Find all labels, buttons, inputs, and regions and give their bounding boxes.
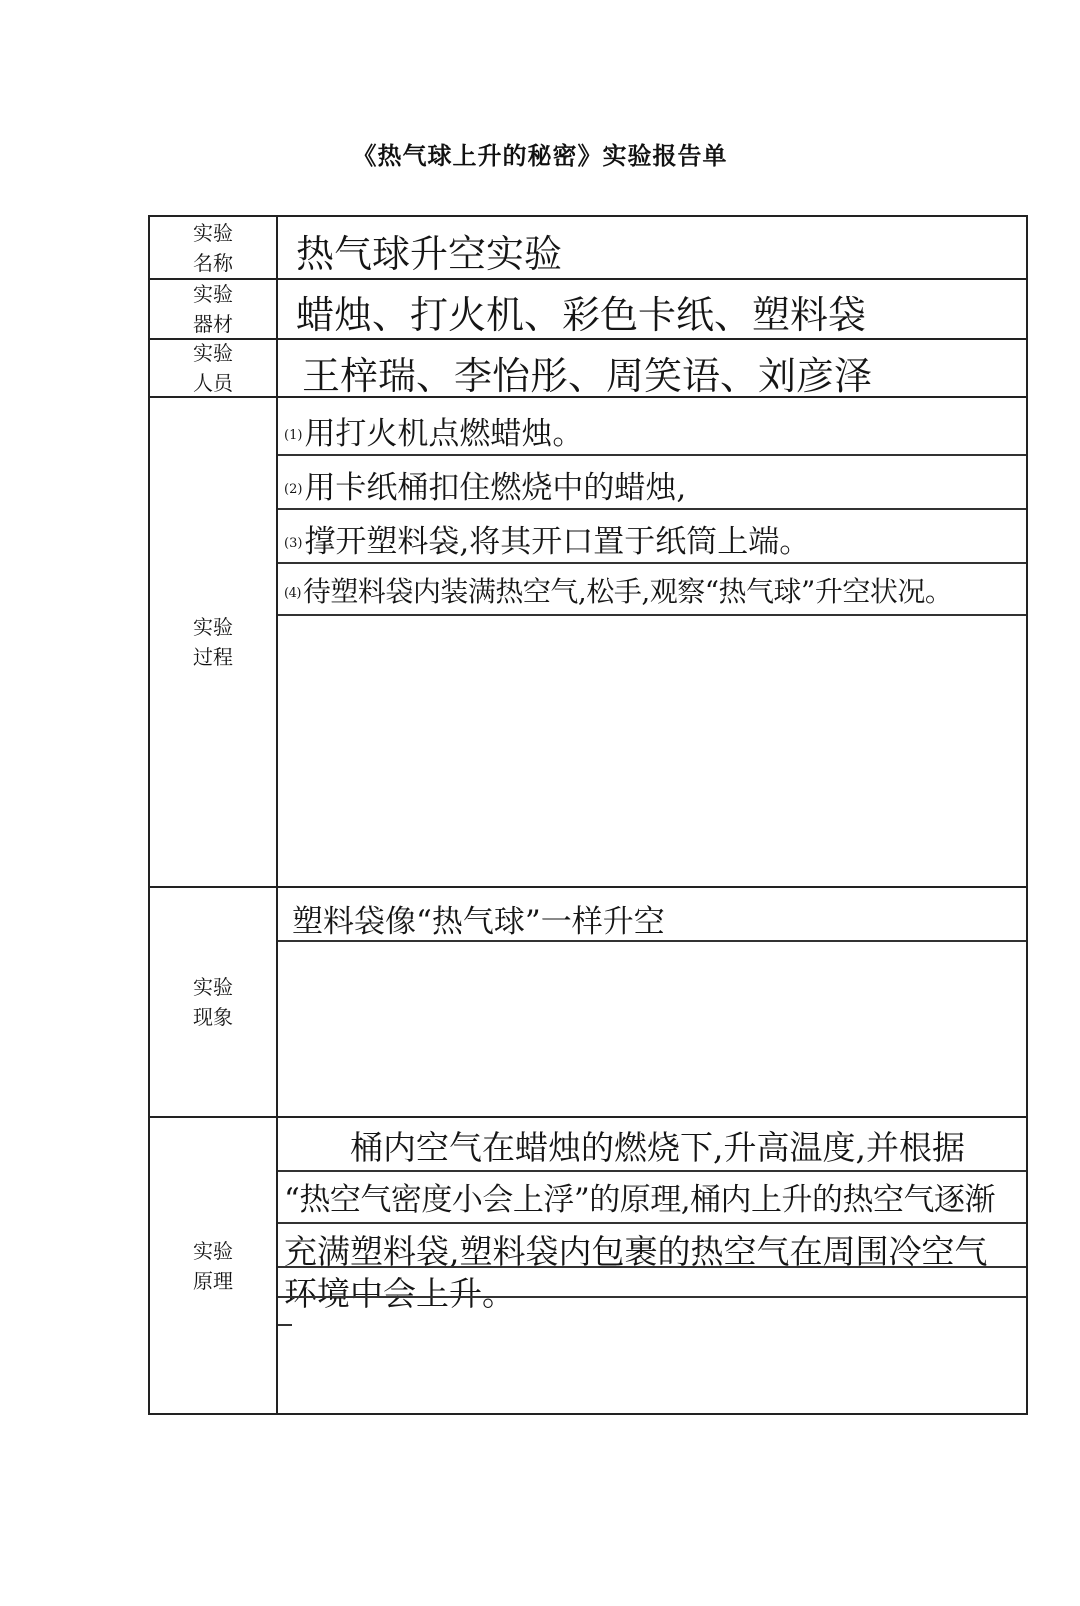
phenomenon-content bbox=[278, 888, 1026, 1116]
process-step bbox=[284, 408, 583, 453]
materials-label: 实验器材 bbox=[193, 282, 233, 336]
label-cell bbox=[150, 398, 278, 886]
label-cell bbox=[150, 340, 278, 396]
step-number: (2) bbox=[284, 482, 303, 497]
label-cell bbox=[150, 1118, 278, 1413]
ruled-line bbox=[278, 1296, 1026, 1298]
process-label: 实验过程 bbox=[193, 615, 233, 669]
ruled-line bbox=[278, 454, 1026, 456]
process-step bbox=[284, 516, 810, 561]
stray-mark bbox=[278, 1324, 292, 1326]
label-cell bbox=[150, 888, 278, 1116]
principle-line: 充满塑料袋,塑料袋内包裹的热空气在周围冷空气 bbox=[284, 1232, 988, 1271]
ruled-line bbox=[278, 940, 1026, 942]
content-cell bbox=[278, 280, 1026, 338]
ruled-line bbox=[278, 562, 1026, 564]
step-number: (3) bbox=[284, 536, 303, 551]
materials-value: 蜡烛、打火机、彩色卡纸、塑料袋 bbox=[296, 293, 867, 337]
experiment-name-value: 热气球升空实验 bbox=[296, 232, 563, 276]
principle-content bbox=[278, 1118, 1026, 1413]
ruled-line bbox=[278, 508, 1026, 510]
principle-line: “热空气密度小会上浮”的原理,桶内上升的热空气逐渐 bbox=[284, 1182, 996, 1218]
label-cell bbox=[150, 280, 278, 338]
process-step bbox=[284, 570, 952, 610]
experiment-name-label: 实验名称 bbox=[193, 220, 233, 275]
ruled-line bbox=[278, 1222, 1026, 1224]
label-cell bbox=[150, 217, 278, 278]
row-principle bbox=[150, 1118, 1026, 1413]
phenomenon-label: 实验现象 bbox=[193, 975, 233, 1029]
phenomenon-text: 塑料袋像“热气球”一样升空 bbox=[292, 904, 665, 940]
row-people bbox=[150, 340, 1026, 398]
ruled-line bbox=[278, 1170, 1026, 1172]
people-label: 实验人员 bbox=[193, 341, 233, 395]
principle-label: 实验原理 bbox=[193, 1238, 233, 1293]
process-content bbox=[278, 398, 1026, 886]
step-text: 待塑料袋内装满热空气,松手,观察“热气球”升空状况。 bbox=[302, 575, 953, 608]
row-materials bbox=[150, 280, 1026, 340]
principle-line: 桶内空气在蜡烛的燃烧下,升高温度,并根据 bbox=[284, 1128, 965, 1167]
report-title: 《热气球上升的秘密》实验报告单 bbox=[352, 142, 728, 170]
step-text: 用打火机点燃蜡烛。 bbox=[304, 416, 584, 452]
step-text: 撑开塑料袋,将其开口置于纸筒上端。 bbox=[304, 524, 811, 560]
row-phenomenon bbox=[150, 888, 1026, 1118]
process-step bbox=[284, 462, 686, 507]
step-number: (1) bbox=[284, 428, 303, 443]
principle-line: 环境中会上升。 bbox=[284, 1274, 515, 1313]
content-cell bbox=[278, 217, 1026, 278]
row-process bbox=[150, 398, 1026, 888]
step-number: (4) bbox=[284, 586, 301, 601]
ruled-line bbox=[278, 614, 1026, 616]
people-value: 王梓瑞、李怡彤、周笑语、刘彦泽 bbox=[302, 354, 873, 398]
step-text: 用卡纸桶扣住燃烧中的蜡烛, bbox=[304, 470, 687, 506]
content-cell bbox=[278, 340, 1026, 396]
row-experiment-name bbox=[150, 217, 1026, 280]
report-table bbox=[148, 215, 1028, 1415]
